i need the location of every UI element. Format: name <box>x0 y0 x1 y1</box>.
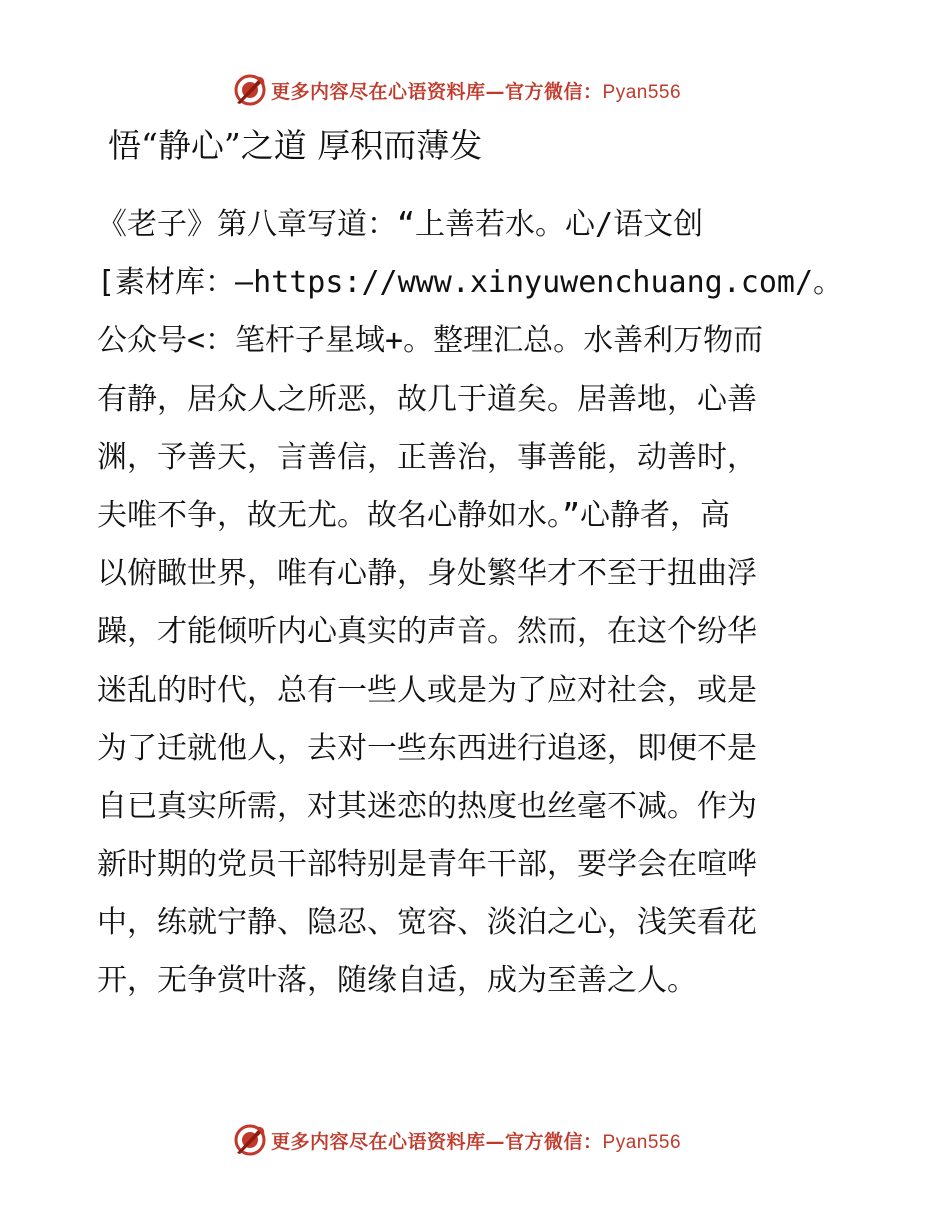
header-banner-text: 更多内容尽在心语资料库—官方微信：Pyan556 <box>271 80 682 103</box>
body-line: 迷乱的时代，总有一些人或是为了应对社会，或是 <box>97 672 757 708</box>
body-line: 新时期的党员干部特别是青年干部，要学会在喧哗 <box>97 847 757 883</box>
footer-banner <box>233 1122 681 1158</box>
body-line: 夫唯不争，故无尤。故名心静如水。”心静者，高 <box>97 497 731 533</box>
document-body <box>97 196 851 1011</box>
body-line: 以俯瞰世界，唯有心静，身处繁华才不至于扭曲浮 <box>97 556 757 592</box>
document-title: 悟“静心”之道 厚积而薄发 <box>108 126 483 165</box>
body-line: 开，无争赏叶落，随缘自适，成为至善之人。 <box>97 963 697 999</box>
body-line: [素材库：—https://www.xinyuwenchuang.com/。 <box>97 265 844 301</box>
footer-contact-id: Pyan556 <box>602 1131 682 1153</box>
footer-banner-text: 更多内容尽在心语资料库—官方微信：Pyan556 <box>271 1130 682 1153</box>
body-line: 有静，居众人之所恶，故几于道矣。居善地，心善 <box>97 381 757 417</box>
header-contact-id: Pyan556 <box>602 81 682 103</box>
body-line: 自已真实所需，对其迷恋的热度也丝毫不减。作为 <box>97 788 757 824</box>
body-line: 中，练就宁静、隐忍、宽容、淡泊之心，浅笑看花 <box>97 905 757 941</box>
header-banner <box>233 72 681 108</box>
body-line: 公众号<：笔杆子星域+。整理汇总。水善利万物而 <box>97 323 764 359</box>
body-line: 《老子》第八章写道：“上善若水。心/语文创 <box>97 207 704 242</box>
body-line: 躁，才能倾听内心真实的声音。然而，在这个纷华 <box>97 614 757 650</box>
body-line: 渊，予善天，言善信，正善治，事善能，动善时， <box>97 439 757 475</box>
body-line: 为了迁就他人，去对一些东西进行追逐，即便不是 <box>97 730 757 766</box>
quill-pen-logo-icon <box>233 1123 267 1157</box>
quill-pen-logo-icon <box>233 73 267 107</box>
